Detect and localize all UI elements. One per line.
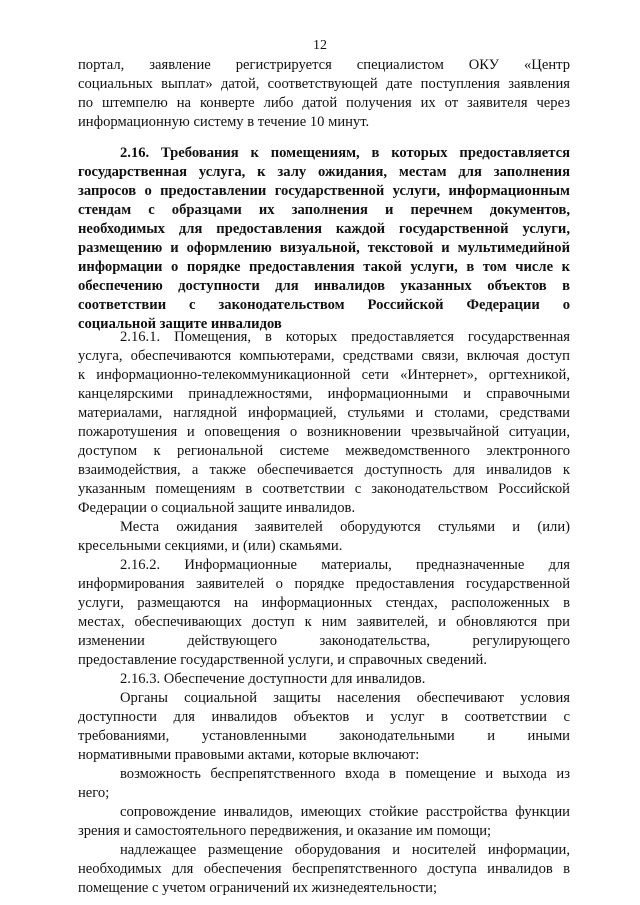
page-number: 12 (313, 38, 327, 53)
text-line: услуга, обеспечиваются компьютерами, средствами связи, включая доступ (78, 348, 570, 364)
text-line: сопровождение инвалидов, имеющих стойкие расстройства функции (120, 804, 570, 820)
text-line: Места ожидания заявителей оборудуются стульями и (или) (120, 519, 570, 535)
text-line: доступом к региональной системе межведомственного электронного (78, 443, 570, 459)
text-line: доступности для инвалидов объектов и услуг в соответствии с (78, 709, 570, 725)
text-line: возможность беспрепятственного входа в помещение и выхода из (120, 766, 570, 782)
text-line: информирования заявителей о порядке предоставления государственной (78, 576, 570, 592)
text-line: портал, заявление регистрируется специалистом ОКУ «Центр (78, 57, 570, 73)
section-heading (78, 144, 570, 334)
text-line: изменении действующего законодательства, регулирующего (78, 633, 570, 649)
heading-line: соответствии с законодательством Российской Федерации о (78, 297, 570, 313)
heading-line: информации о порядке предоставления такой услуги, в том числе к (78, 259, 570, 275)
heading-line: размещению и оформлению визуальной, текстовой и мультимедийной (78, 240, 570, 256)
text-line: пожаротушения и оповещения о возникновении чрезвычайной ситуации, (78, 424, 570, 440)
text-line: 2.16.1. Помещения, в которых предоставляется государственная (120, 329, 570, 345)
text-line: взаимодействия, а также обеспечивается доступность для инвалидов к (78, 462, 570, 478)
text-line: по штемпелю на конверте либо датой получения их от заявителя через (78, 95, 570, 111)
text-line: канцелярскими принадлежностями, информационными и справочными (78, 386, 570, 402)
text-line: услуги, размещаются на информационных стендах, расположенных в (78, 595, 570, 611)
heading-line: запросов о предоставлении государственной услуги, информационным (78, 183, 570, 199)
heading-line: государственная услуга, к залу ожидания, местам для заполнения (78, 164, 570, 180)
body-text (78, 328, 570, 898)
text-line: 2.16.3. Обеспечение доступности для инвалидов. (120, 671, 426, 687)
heading-line: социальной защите инвалидов (78, 316, 282, 332)
text-line: 2.16.2. Информационные материалы, предназначенные для (120, 557, 570, 573)
text-line: него; (78, 785, 110, 801)
text-line: местах, обеспечивающих доступ к ним заявителей, и обновляются при (78, 614, 570, 630)
text-line: материалами, наглядной информацией, стульями и столами, средствами (78, 405, 570, 421)
text-line: нормативными правовыми актами, которые включают: (78, 747, 420, 763)
text-line: указанным помещениям в соответствии с законодательством Российской (78, 481, 570, 497)
text-line: социальных выплат» датой, соответствующей дате поступления заявления (78, 76, 570, 92)
heading-line: обеспечению доступности для инвалидов указанных объектов в (78, 278, 570, 294)
text-line: Органы социальной защиты населения обеспечивают условия (120, 690, 570, 706)
text-line: надлежащее размещение оборудования и носителей информации, (120, 842, 570, 858)
text-line: необходимых для обеспечения беспрепятственного доступа инвалидов в (78, 861, 570, 877)
heading-line: стендам с образцами их заполнения и перечнем документов, (78, 202, 570, 218)
heading-line: необходимых для предоставления каждой государственной услуги, (78, 221, 570, 237)
text-line: к информационно-телекоммуникационной сети «Интернет», оргтехникой, (78, 367, 570, 383)
text-line: помещение с учетом ограничений их жизнедеятельности; (78, 880, 438, 896)
text-line: кресельными секциями, и (или) скамьями. (78, 538, 343, 554)
text-line: требованиями, установленными законодательными и иными (78, 728, 570, 744)
text-line: предоставление государственной услуги, и справочных сведений. (78, 652, 487, 668)
text-line: Федерации о социальной защите инвалидов. (78, 500, 356, 516)
heading-line: 2.16. Требования к помещениям, в которых предоставляется (120, 145, 570, 161)
text-line: информационную систему в течение 10 минут. (78, 114, 370, 130)
intro-paragraph (78, 56, 570, 132)
text-line: зрения и самостоятельного передвижения, и оказание им помощи; (78, 823, 492, 839)
